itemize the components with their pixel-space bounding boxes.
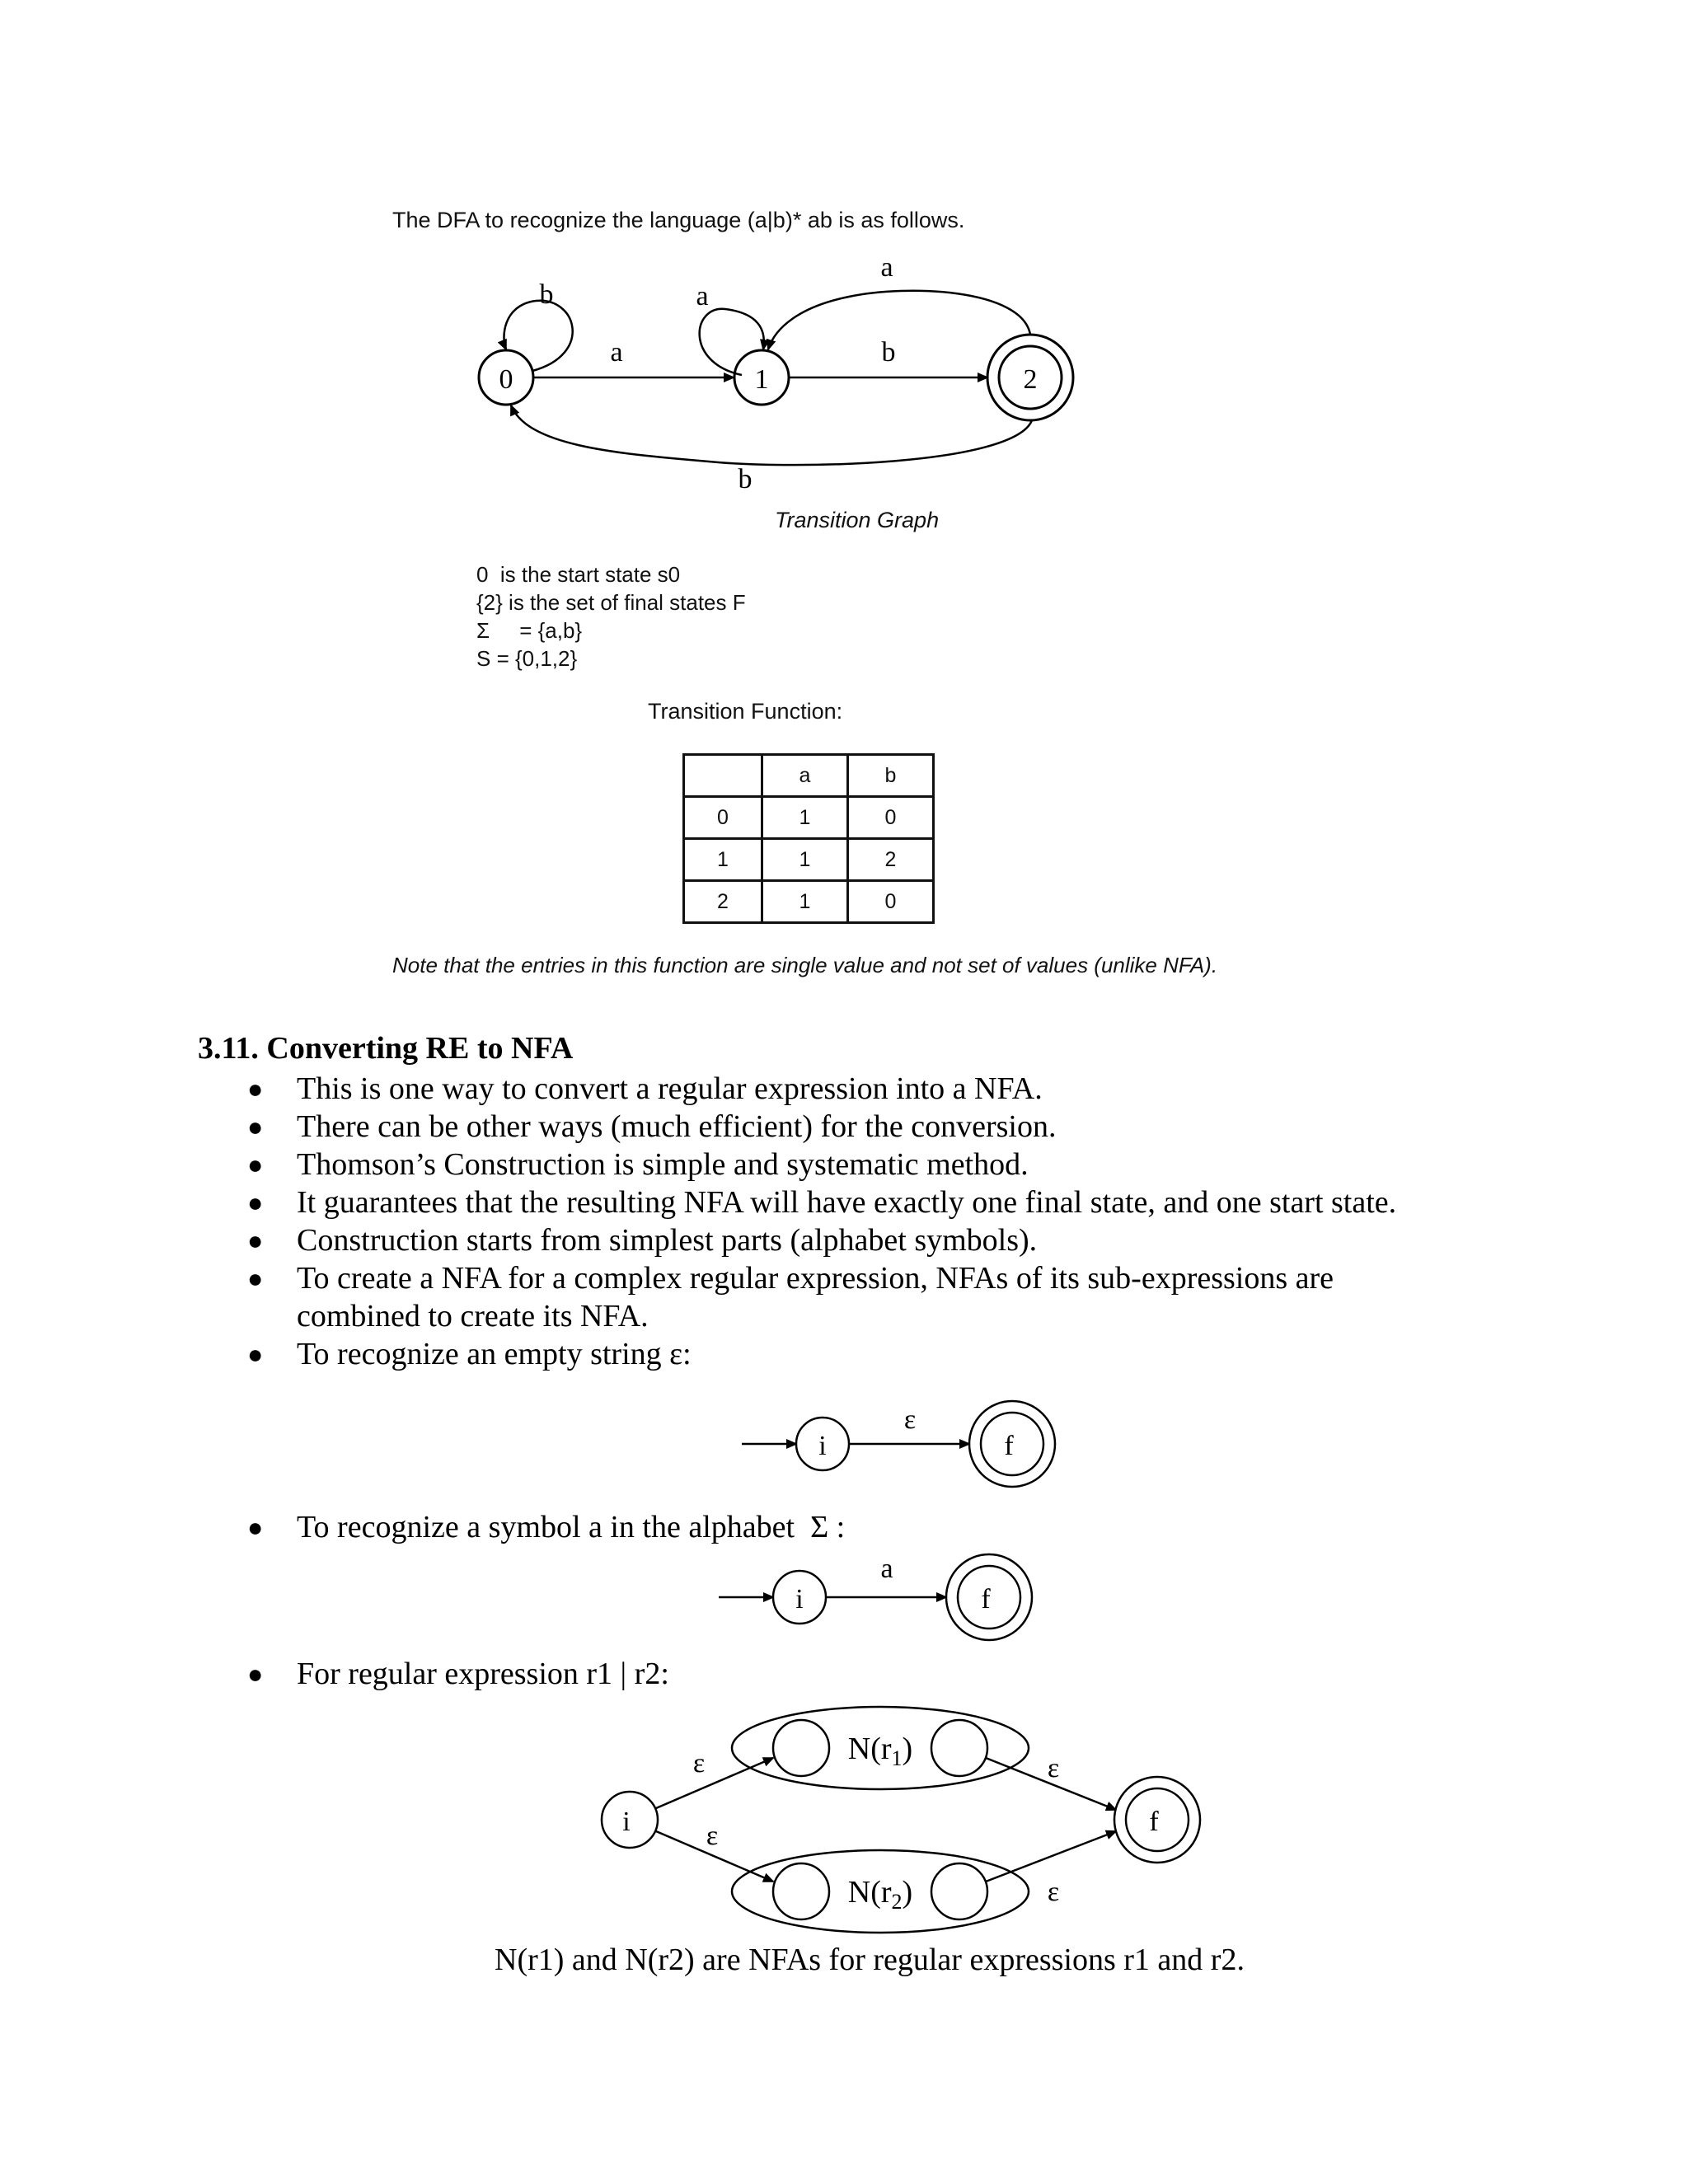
union-caption: N(r1) and N(r2) are NFAs for regular expressions r1 and r2. bbox=[495, 1943, 1245, 1977]
dfa-state-0 bbox=[479, 350, 533, 405]
nfa-empty-diagram bbox=[742, 1401, 1055, 1487]
list-item: ● There can be other ways (much efficient) for the conversion. bbox=[247, 1109, 1057, 1144]
list-item: ● It guarantees that the resulting NFA will have exactly one final state, and one start state. bbox=[247, 1185, 1397, 1220]
table-cell: 0 bbox=[848, 797, 934, 839]
bullet-symbol-item: ● To recognize a symbol a in the alphabet Σ : bbox=[247, 1510, 846, 1544]
table-header-cell bbox=[684, 755, 762, 797]
nfa-symbol-diagram bbox=[719, 1554, 1032, 1640]
dfa-edge-2-0 bbox=[511, 405, 1032, 465]
svg-text:a: a bbox=[880, 1554, 893, 1584]
svg-text:N(r1): $N(r_1)$ bbox=[847, 1732, 913, 1770]
table-row bbox=[684, 797, 934, 839]
table-cell: 1 bbox=[762, 881, 848, 923]
svg-text:f: f bbox=[1149, 1807, 1159, 1837]
list-item: ● Thomson’s Construction is simple and systematic method. bbox=[247, 1147, 1029, 1182]
dfa-loop-0-label: b bbox=[539, 279, 554, 310]
table-header-cell: a bbox=[762, 755, 848, 797]
transition-table bbox=[682, 753, 935, 924]
table-header-row bbox=[684, 755, 934, 797]
transition-function-title: Transition Function: bbox=[648, 699, 843, 724]
list-item: ● To create a NFA for a complex regular expression, NFAs of its sub-expressions are combined to create its NFA. bbox=[247, 1261, 1334, 1333]
dfa-edge-0-1-label: a bbox=[610, 337, 623, 368]
svg-text:1: 1 bbox=[754, 364, 769, 395]
bullet-icon: ● bbox=[247, 1512, 264, 1542]
bullet-icon: ● bbox=[247, 1150, 264, 1179]
fact-alphabet: Σ = {a,b} bbox=[476, 618, 583, 643]
svg-text:i: i bbox=[818, 1431, 827, 1461]
table-cell: 2 bbox=[684, 881, 762, 923]
svg-text:ε: ε bbox=[903, 1404, 917, 1435]
dfa-facts bbox=[476, 560, 746, 673]
dfa-edge-2-1-label: a bbox=[880, 252, 893, 283]
svg-text:i: i bbox=[795, 1584, 804, 1615]
fact-start-state: 0 is the start state s0 bbox=[476, 562, 681, 587]
svg-text:f: f bbox=[1004, 1431, 1014, 1461]
svg-text:2: 2 bbox=[1023, 364, 1038, 395]
svg-text:ε: ε bbox=[1047, 1753, 1060, 1783]
list-item: ● This is one way to convert a regular expression into a NFA. bbox=[247, 1071, 1043, 1106]
table-cell: 0 bbox=[684, 797, 762, 839]
bullet-icon: ● bbox=[247, 1112, 264, 1141]
bullet-union-item: ● For regular expression r1 | r2: bbox=[247, 1657, 669, 1691]
svg-text:ε: ε bbox=[1047, 1877, 1060, 1907]
bullet-list bbox=[247, 1070, 1484, 1373]
nfa-union-diagram bbox=[602, 1707, 1200, 1933]
bullet-icon: ● bbox=[247, 1226, 264, 1255]
list-item: ● To recognize an empty string ε: bbox=[247, 1337, 692, 1371]
bullet-icon: ● bbox=[247, 1188, 264, 1217]
dfa-intro-text: The DFA to recognize the language (a|b)* ab is as follows. bbox=[392, 208, 965, 232]
table-row bbox=[684, 839, 934, 881]
dfa-state-2-final bbox=[987, 335, 1073, 420]
dfa-edge-2-0-label: b bbox=[738, 464, 753, 494]
transition-graph-caption: Transition Graph bbox=[775, 508, 940, 532]
bullet-icon: ● bbox=[247, 1263, 264, 1293]
svg-text:ε: ε bbox=[692, 1748, 706, 1779]
dfa-edge-1-2-label: b bbox=[881, 337, 896, 368]
table-cell: 1 bbox=[762, 839, 848, 881]
svg-text:ε: ε bbox=[706, 1821, 719, 1851]
fact-final-states: {2} is the set of final states F bbox=[476, 590, 746, 615]
table-header-cell: b bbox=[848, 755, 934, 797]
svg-text:0: 0 bbox=[499, 364, 513, 395]
table-cell: 0 bbox=[848, 881, 934, 923]
table-row bbox=[684, 881, 934, 923]
dfa-loop-1-label: a bbox=[696, 281, 709, 312]
svg-text:i: i bbox=[622, 1807, 631, 1837]
table-cell: 1 bbox=[684, 839, 762, 881]
svg-text:f: f bbox=[981, 1584, 991, 1615]
dfa-edge-2-1 bbox=[768, 291, 1030, 349]
bullet-icon: ● bbox=[247, 1074, 264, 1104]
dfa-state-1 bbox=[734, 350, 789, 405]
section-heading: 3.11. Converting RE to NFA bbox=[198, 1031, 574, 1066]
table-cell: 2 bbox=[848, 839, 934, 881]
list-item: ● Construction starts from simplest parts (alphabet symbols). bbox=[247, 1223, 1038, 1258]
bullet-icon: ● bbox=[247, 1659, 264, 1689]
bullet-icon: ● bbox=[247, 1339, 264, 1369]
svg-text:N(r2): $N(r_2)$ bbox=[847, 1875, 913, 1914]
dfa-note: Note that the entries in this function are single value and not set of values (unlike NFA). bbox=[392, 953, 1218, 977]
fact-states: S = {0,1,2} bbox=[476, 646, 578, 671]
table-cell: 1 bbox=[762, 797, 848, 839]
